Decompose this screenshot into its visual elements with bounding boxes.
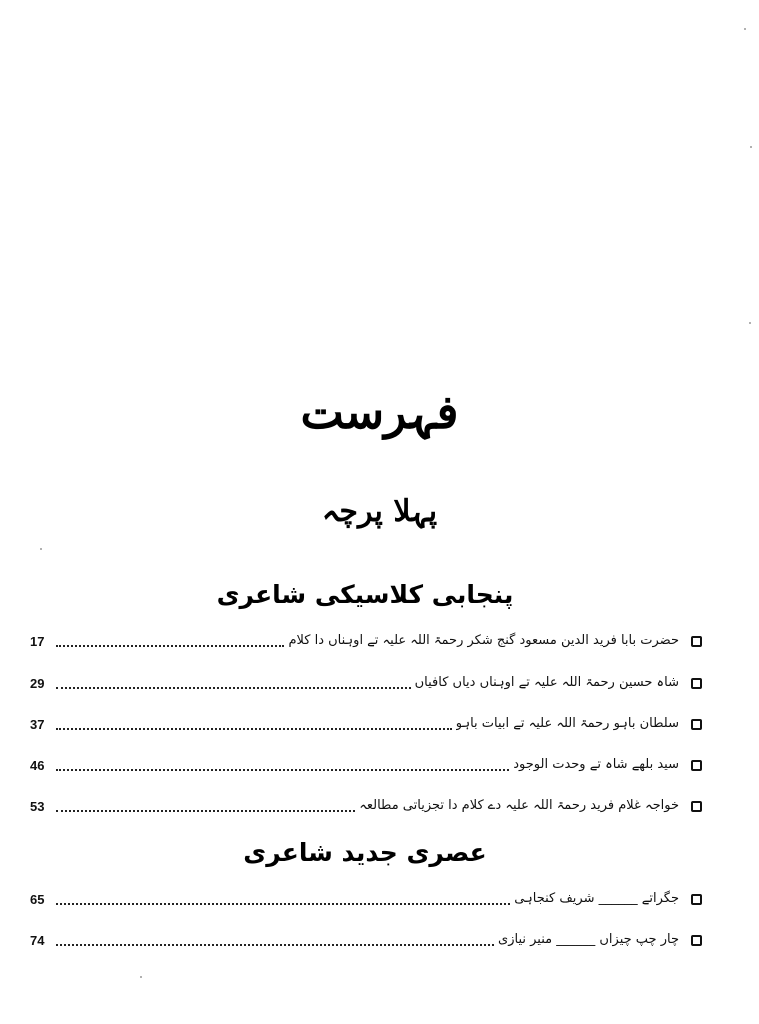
dot-leader <box>56 687 411 689</box>
entry-title: سلطان باہو رحمۃ اللہ علیہ تے ابیات باہو <box>455 716 679 731</box>
entry-title: حضرت بابا فرید الدین مسعود گنج شکر رحمۃ اللہ علیہ تے اوہناں دا کلام <box>288 633 679 648</box>
section-heading-modern: عصری جدید شاعری <box>243 838 487 867</box>
entry-title: چار چپ چیزاں ______ منیر نیازی <box>498 932 679 947</box>
page-number: 17 <box>30 634 45 649</box>
page-number: 46 <box>30 758 45 773</box>
page-number: 74 <box>30 933 45 948</box>
dot-leader <box>56 944 494 946</box>
toc-entry <box>30 880 702 908</box>
scan-speck <box>40 548 42 550</box>
section-heading-classical: پنجابی کلاسیکی شاعری <box>216 580 514 609</box>
page-number: 29 <box>30 676 45 691</box>
toc-entry <box>30 705 702 733</box>
entry-title: سید بلھے شاہ تے وحدت الوجود <box>513 757 679 772</box>
page-number: 53 <box>30 799 45 814</box>
part-title: پہلا پرچہ <box>321 494 438 529</box>
toc-entry <box>30 921 702 949</box>
dot-leader <box>56 645 284 647</box>
scan-speck <box>744 28 746 30</box>
toc-entry <box>30 664 702 692</box>
entry-title: خواجہ غلام فرید رحمۃ اللہ علیہ دے کلام دا تجزیاتی مطالعہ <box>359 798 679 813</box>
checkbox-bullet-icon <box>691 801 702 812</box>
dot-leader <box>56 728 452 730</box>
toc-entry <box>30 787 702 815</box>
dot-leader <box>56 769 509 771</box>
dot-leader <box>56 810 355 812</box>
entry-title: شاہ حسین رحمۃ اللہ علیہ تے اوہناں دیاں کافیاں <box>414 675 679 690</box>
toc-entry <box>30 746 702 774</box>
checkbox-bullet-icon <box>691 760 702 771</box>
page-number: 37 <box>30 717 45 732</box>
page-title: فہرست <box>300 385 459 439</box>
checkbox-bullet-icon <box>691 636 702 647</box>
dot-leader <box>56 903 510 905</box>
page-number: 65 <box>30 892 45 907</box>
scan-speck <box>140 976 142 978</box>
entry-title: جگراتے ______ شریف کنجاہی <box>514 891 679 906</box>
checkbox-bullet-icon <box>691 894 702 905</box>
checkbox-bullet-icon <box>691 935 702 946</box>
toc-entry <box>30 622 702 650</box>
scan-speck <box>749 322 751 324</box>
scan-speck <box>750 146 752 148</box>
checkbox-bullet-icon <box>691 678 702 689</box>
checkbox-bullet-icon <box>691 719 702 730</box>
